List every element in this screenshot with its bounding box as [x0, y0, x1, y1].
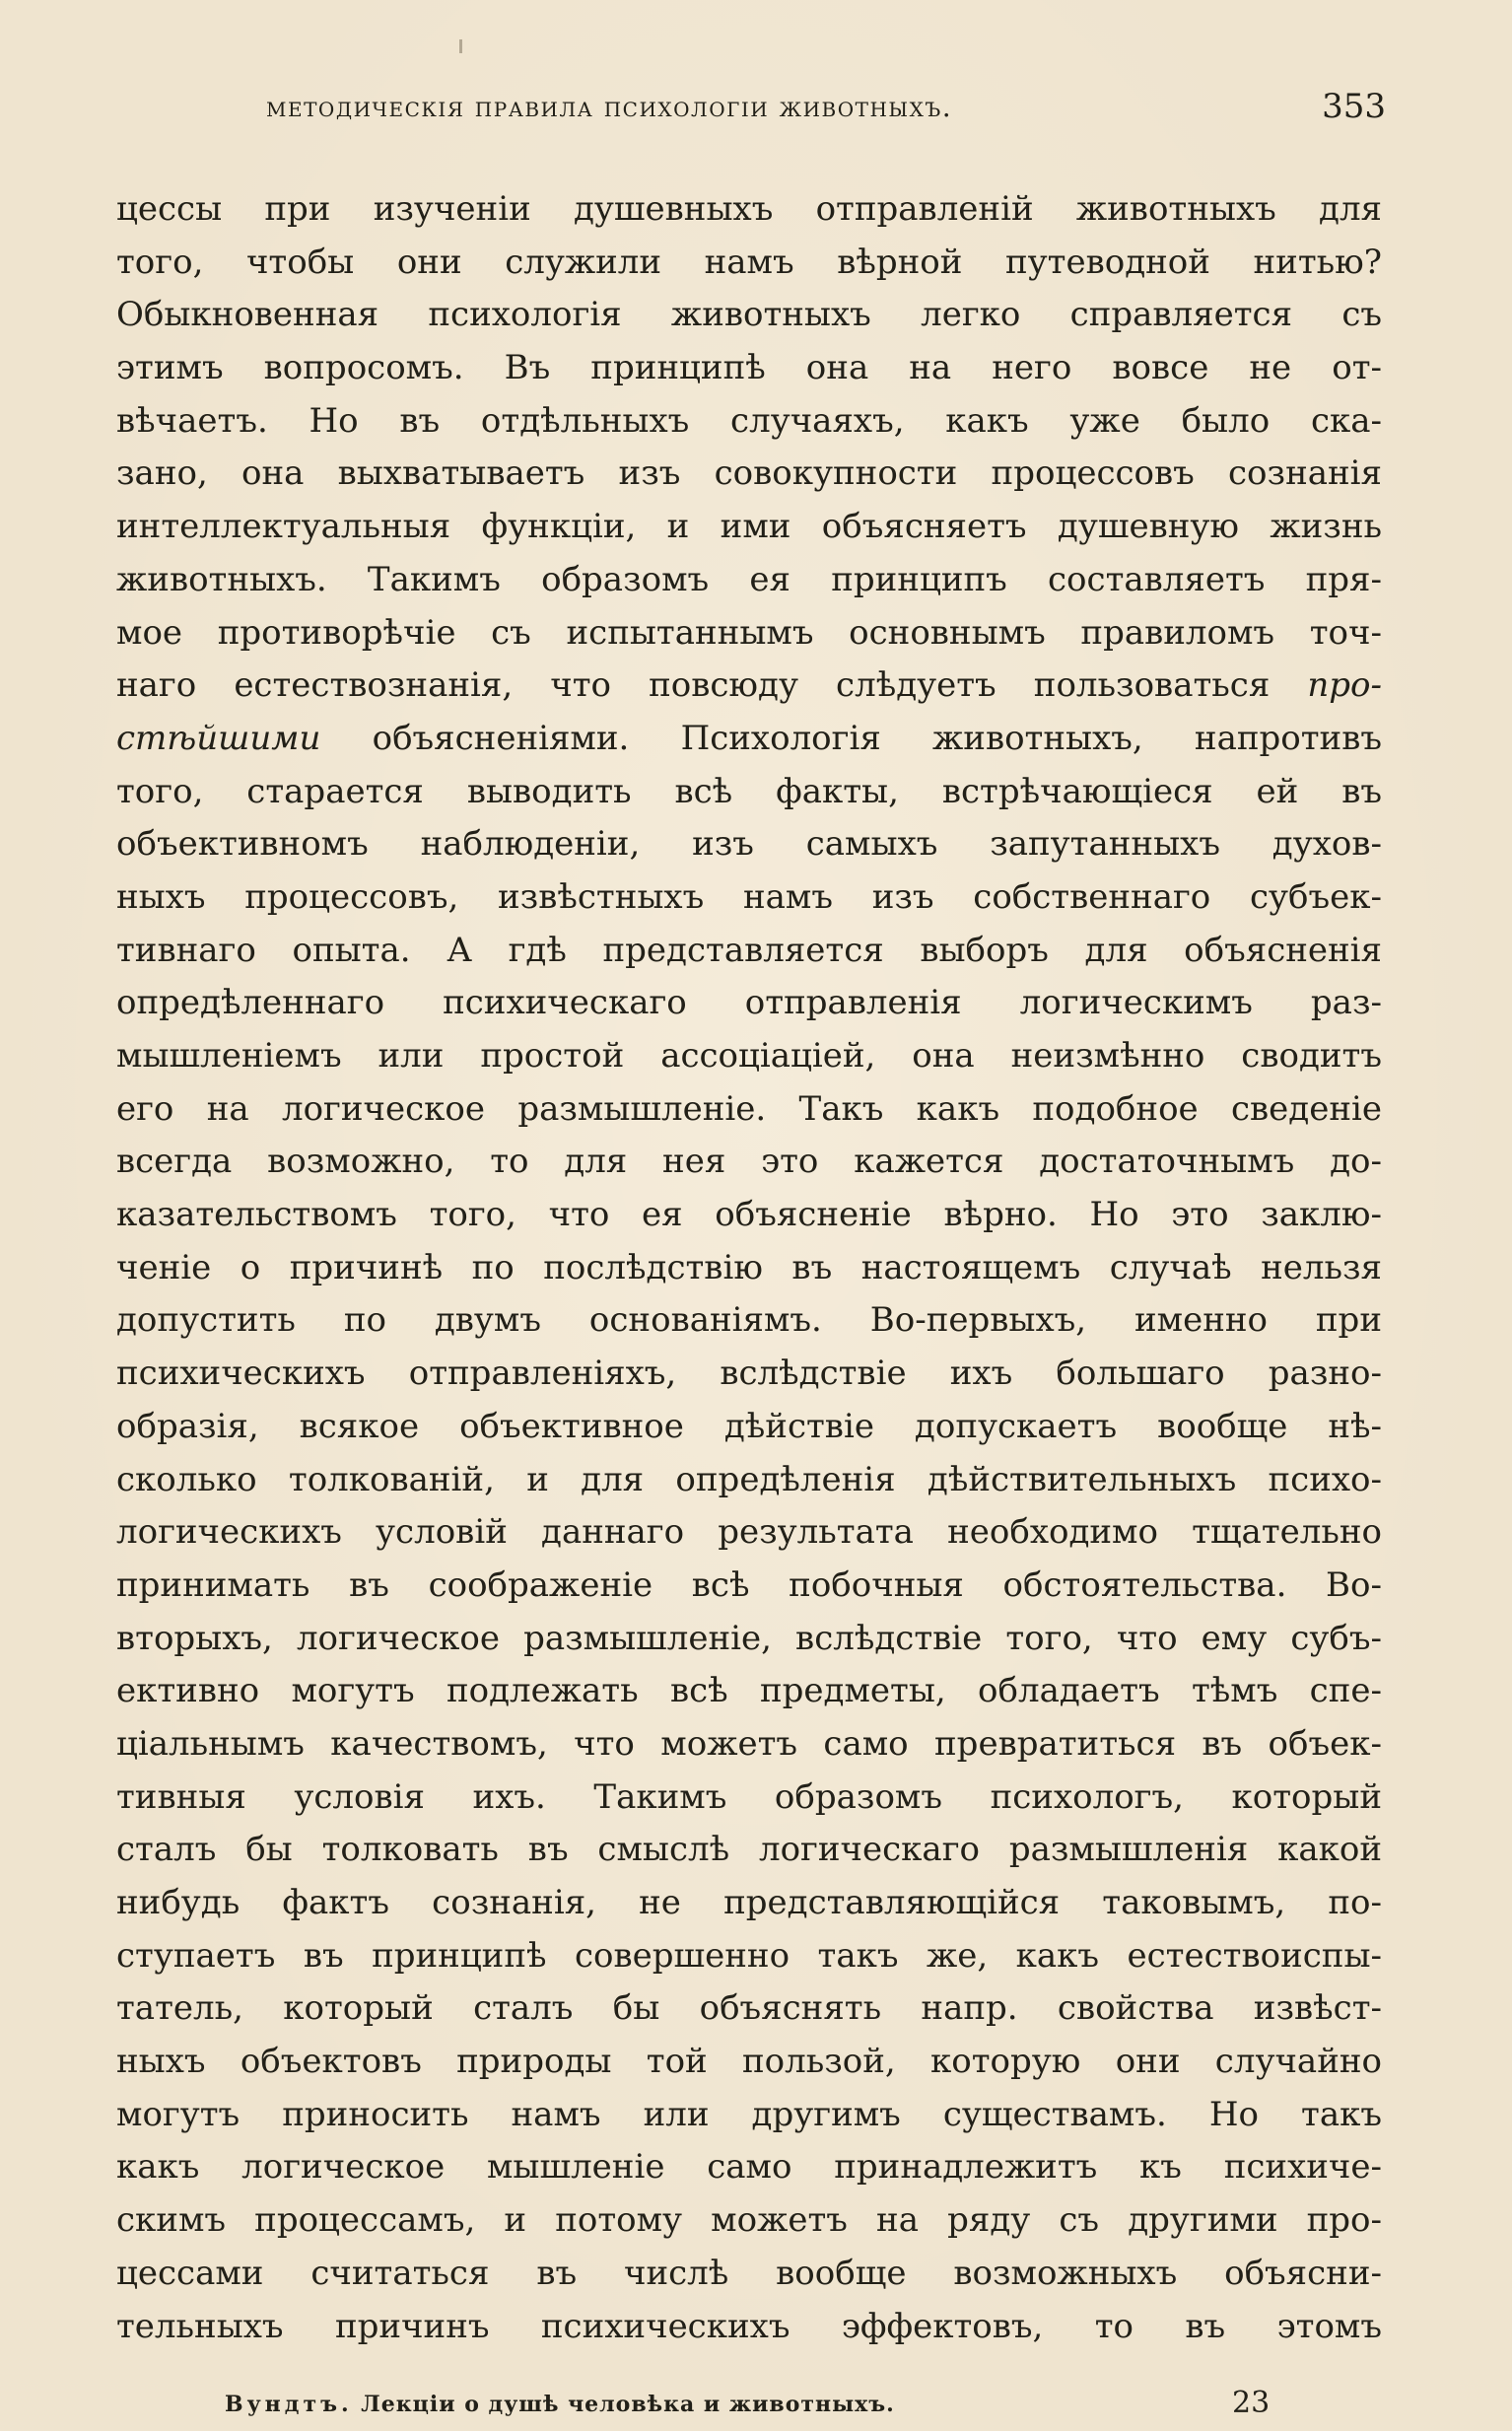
- text-line-with-emphasis: [116, 713, 1382, 766]
- text-line: ступаетъ въ принципѣ совершенно такъ же, какъ естествоиспы-: [116, 1935, 1382, 1976]
- text-line: ныхъ процессовъ, извѣстныхъ намъ изъ собственнаго субъек-: [116, 876, 1382, 917]
- text-line: цессы при изученіи душевныхъ отправленій животныхъ для: [116, 189, 1382, 229]
- text-line: ченіе о причинѣ по послѣдствію въ настоящемъ случаѣ нельзя: [116, 1247, 1382, 1287]
- text-fragment: наго естествознанія, что повсюду слѣдуетъ пользоваться: [116, 665, 1308, 706]
- text-line: ціальнымъ качествомъ, что можетъ само превратиться въ объек-: [116, 1723, 1382, 1764]
- text-line: образія, всякое объективное дѣйствіе допускаетъ вообще нѣ-: [116, 1406, 1382, 1446]
- text-line: тивнаго опыта. А гдѣ представляется выборъ для объясненія: [116, 930, 1382, 970]
- text-line: тивныя условія ихъ. Такимъ образомъ психологъ, который: [116, 1776, 1382, 1817]
- text-line: принимать въ соображеніе всѣ побочныя обстоятельства. Во-: [116, 1564, 1382, 1605]
- text-line: цессами считаться въ числѣ вообще возможныхъ объясни-: [116, 2253, 1382, 2293]
- text-line: зано, она выхватываетъ изъ совокупности процессовъ сознанія: [116, 453, 1382, 494]
- text-line: Обыкновенная психологія животныхъ легко справляется съ: [116, 295, 1382, 335]
- text-line: объективномъ наблюденіи, изъ самыхъ запутанныхъ духов-: [116, 824, 1382, 865]
- footer-signature-line: [225, 2392, 895, 2417]
- text-line: этимъ вопросомъ. Въ принципѣ она на него вовсе не от-: [116, 348, 1382, 388]
- text-line: опредѣленнаго психическаго отправленія логическимъ раз-: [116, 983, 1382, 1023]
- text-line: ныхъ объектовъ природы той пользой, которую они случайно: [116, 2042, 1382, 2082]
- emphasized-word: про-: [1307, 665, 1382, 706]
- text-line: нибудь фактъ сознанія, не представляющійся таковымъ, по-: [116, 1883, 1382, 1922]
- text-line: могутъ приносить намъ или другимъ существамъ. Но такъ: [116, 2094, 1382, 2134]
- text-line: того, чтобы они служили намъ вѣрной путеводной нитью?: [116, 242, 1382, 282]
- emphasized-word: стѣйшими: [116, 718, 321, 758]
- signature-number: 23: [1232, 2386, 1271, 2420]
- text-line: вторыхъ, логическое размышленіе, вслѣдствіе того, что ему субъ-: [116, 1618, 1382, 1658]
- text-line: мышленіемъ или простой ассоціаціей, она неизмѣнно сводитъ: [116, 1036, 1382, 1076]
- text-line: казательствомъ того, что ея объясненіе вѣрно. Но это заклю-: [116, 1195, 1382, 1235]
- page-number: 353: [1322, 87, 1386, 126]
- text-fragment: объясненіями. Психологія животныхъ, напротивъ: [320, 718, 1382, 758]
- text-line: допустить по двумъ основаніямъ. Во-первыхъ, именно при: [116, 1300, 1382, 1341]
- text-line: сталъ бы толковать въ смыслѣ логическаго размышленія какой: [116, 1830, 1382, 1870]
- text-line: сколько толкованій, и для опредѣленія дѣйствительныхъ психо-: [116, 1459, 1382, 1499]
- text-line: его на логическое размышленіе. Такъ какъ подобное сведеніе: [116, 1088, 1382, 1129]
- text-line: всегда возможно, то для нея это кажется достаточнымъ до-: [116, 1142, 1382, 1182]
- text-line: интеллектуальныя функціи, и ими объясняетъ душевную жизнь: [116, 507, 1382, 547]
- text-line-with-emphasis: [116, 660, 1382, 713]
- running-head-title: методическія правила психологіи животныхъ.: [266, 91, 953, 123]
- text-line: психическихъ отправленіяхъ, вслѣдствіе ихъ большаго разно-: [116, 1354, 1382, 1394]
- text-line: тельныхъ причинъ психическихъ эффектовъ, то въ этомъ: [116, 2306, 1382, 2346]
- text-line: скимъ процессамъ, и потому можетъ на ряду съ другими про-: [116, 2200, 1382, 2241]
- text-line: вѣчаетъ. Но въ отдѣльныхъ случаяхъ, какъ уже было ска-: [116, 400, 1382, 441]
- text-line: какъ логическое мышленіе само принадлежитъ къ психиче-: [116, 2147, 1382, 2188]
- footer-author: Вундтъ.: [225, 2392, 353, 2417]
- text-line: мое противорѣчіе съ испытаннымъ основнымъ правиломъ точ-: [116, 612, 1382, 653]
- text-line: ективно могутъ подлежать всѣ предметы, обладаетъ тѣмъ спе-: [116, 1671, 1382, 1711]
- body-text: [116, 183, 1382, 2406]
- print-speck: [459, 39, 462, 53]
- text-line: логическихъ условій даннаго результата необходимо тщательно: [116, 1512, 1382, 1553]
- footer-book-title: Лекціи о душѣ человѣка и животныхъ.: [361, 2392, 895, 2417]
- text-line: татель, который сталъ бы объяснять напр. свойства извѣст-: [116, 1988, 1382, 2029]
- text-line: животныхъ. Такимъ образомъ ея принципъ составляетъ пря-: [116, 559, 1382, 599]
- text-line: того, старается выводить всѣ факты, встрѣчающіеся ей въ: [116, 771, 1382, 811]
